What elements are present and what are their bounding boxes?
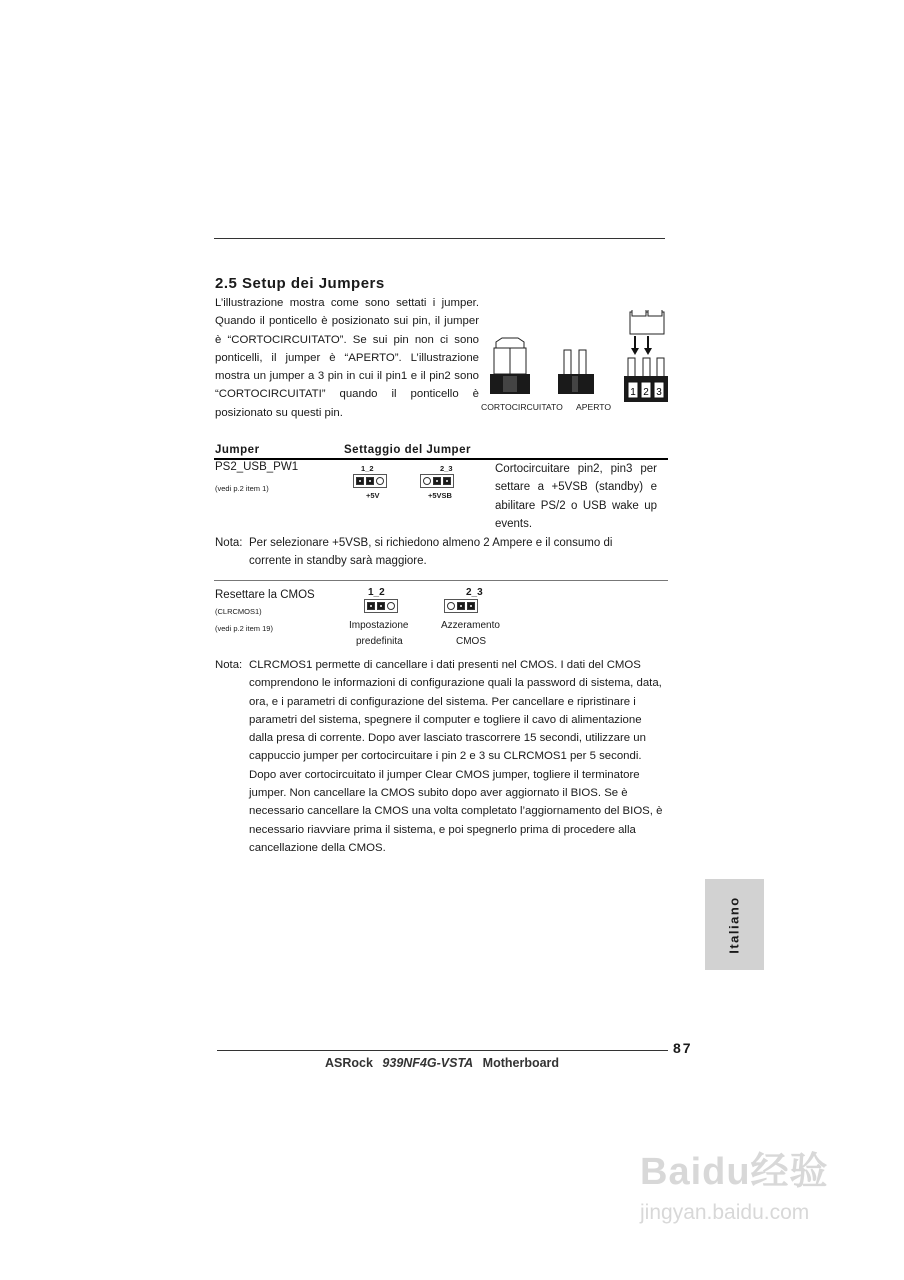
col-header-setting: Settaggio del Jumper	[344, 444, 471, 456]
pin-icon	[377, 602, 385, 610]
pin-icon	[376, 477, 384, 485]
col-header-jumper: Jumper	[215, 444, 260, 456]
watermark-url: jingyan.baidu.com	[640, 1201, 810, 1224]
pin-icon	[367, 602, 375, 610]
pin-icon	[457, 602, 465, 610]
pin-icon	[467, 602, 475, 610]
side-tab-label: Italiano	[726, 896, 742, 954]
watermark-logo: Baidu经验	[640, 1151, 829, 1193]
top-rule	[214, 238, 665, 239]
pin-icon	[366, 477, 374, 485]
row2-id: (CLRCMOS1)	[215, 607, 262, 616]
language-side-tab	[705, 879, 764, 970]
row2-jumper-name: Resettare la CMOS	[215, 589, 315, 601]
row1-ref: (vedi p.2 item 1)	[215, 484, 269, 493]
row2-opt2-jumper	[444, 599, 478, 613]
label-shorted: CORTOCIRCUITATO	[481, 402, 563, 412]
note-2-label: Nota:	[215, 659, 243, 671]
pin-icon	[433, 477, 441, 485]
row2-opt2-pins: 2_3	[466, 587, 483, 598]
row1-opt1-label: +5V	[366, 491, 380, 500]
bottom-rule	[217, 1050, 668, 1051]
pin-icon	[443, 477, 451, 485]
row2-opt1-label-1: Impostazione	[349, 620, 409, 631]
row2-opt2-label-1: Azzeramento	[441, 620, 500, 631]
pin-number-3: 3	[656, 387, 662, 398]
row1-opt1-jumper	[353, 474, 387, 488]
row1-opt2-pins: 2_3	[440, 464, 453, 473]
row2-opt1-pins: 1_2	[368, 587, 385, 598]
intro-paragraph	[215, 294, 479, 422]
section-title: 2.5 Setup dei Jumpers	[215, 275, 385, 292]
note-1-label: Nota:	[215, 537, 243, 549]
pin-number-2: 2	[643, 387, 649, 398]
pin-icon	[356, 477, 364, 485]
footer-model: 939NF4G-VSTA	[382, 1056, 474, 1070]
note-2-text: CLRCMOS1 permette di cancellare i dati presenti nel CMOS. I dati del CMOS comprendono le informazioni di configurazione quali la password di sistema, data, ora, e i parametri di configurazione del sistema. Per cancellare e ripristinare i parametri del sistema, spegnere il computer e togliere il cavo di alimentazione dalla presa di corrente. Dopo aver lasciato trascorrere 15 secondi, utilizzare un cappuccio jumper per cortocircuitare i pin 2 e 3 su CLRCMOS1 per 5 secondi. Dopo aver cortocircuitato il jumper Clear CMOS jumper, togliere il terminatore jumper. Non cancellare la CMOS subito dopo aver aggiornato il BIOS. Se è necessario cancellare la CMOS una volta completato l’aggiornamento del BIOS, è necessario riavviare prima il sistema, e poi spegnerlo prima di procedere alla cancellazione della CMOS.	[249, 659, 663, 854]
watermark	[640, 1140, 829, 1225]
intro-text: L’illustrazione mostra come sono settati i jumper. Quando il ponticello è posizionato sui pin, il jumper è “CORTOCIRCUITATO”. Se sui pin non ci sono ponticelli, il jumper è “APERTO”. L’illustrazione mostra un jumper a 3 pin in cui il pin1 e il pin2 sono “CORTOCIRCUITATI” quando il ponticello è posizionato su questi pin.	[215, 297, 479, 419]
row1-description: Cortocircuitare pin2, pin3 per settare a +5VSB (standby) e abilitare PS/2 o USB wake up events.	[495, 463, 657, 530]
row2-opt1-jumper	[364, 599, 398, 613]
note-1-text: Per selezionare +5VSB, si richiedono almeno 2 Ampere e il consumo di corrente in standby sarà maggiore.	[249, 537, 613, 568]
jumper-illustration	[482, 310, 672, 406]
label-open: APERTO	[576, 402, 612, 412]
pin-icon	[387, 602, 395, 610]
row2-opt1-label-2: predefinita	[356, 636, 403, 647]
pin-number-1: 1	[630, 387, 636, 398]
open-jumper-graphic	[558, 350, 594, 394]
section-divider	[214, 580, 668, 581]
row1-opt2-jumper	[420, 474, 454, 488]
row1-opt1-pins: 1_2	[361, 464, 374, 473]
footer-brand: ASRock	[325, 1056, 373, 1070]
row2-ref: (vedi p.2 item 19)	[215, 624, 273, 633]
row1-jumper-name: PS2_USB_PW1	[215, 461, 299, 473]
page-number: 87	[673, 1040, 693, 1056]
footer	[325, 1056, 559, 1070]
shorted-jumper-graphic	[490, 338, 530, 394]
row2-opt2-label-2: CMOS	[456, 636, 486, 647]
footer-product: Motherboard	[482, 1056, 560, 1070]
three-pin-jumper-graphic	[624, 310, 668, 402]
pin-icon	[423, 477, 431, 485]
pin-icon	[447, 602, 455, 610]
row1-opt2-label: +5VSB	[428, 491, 452, 500]
